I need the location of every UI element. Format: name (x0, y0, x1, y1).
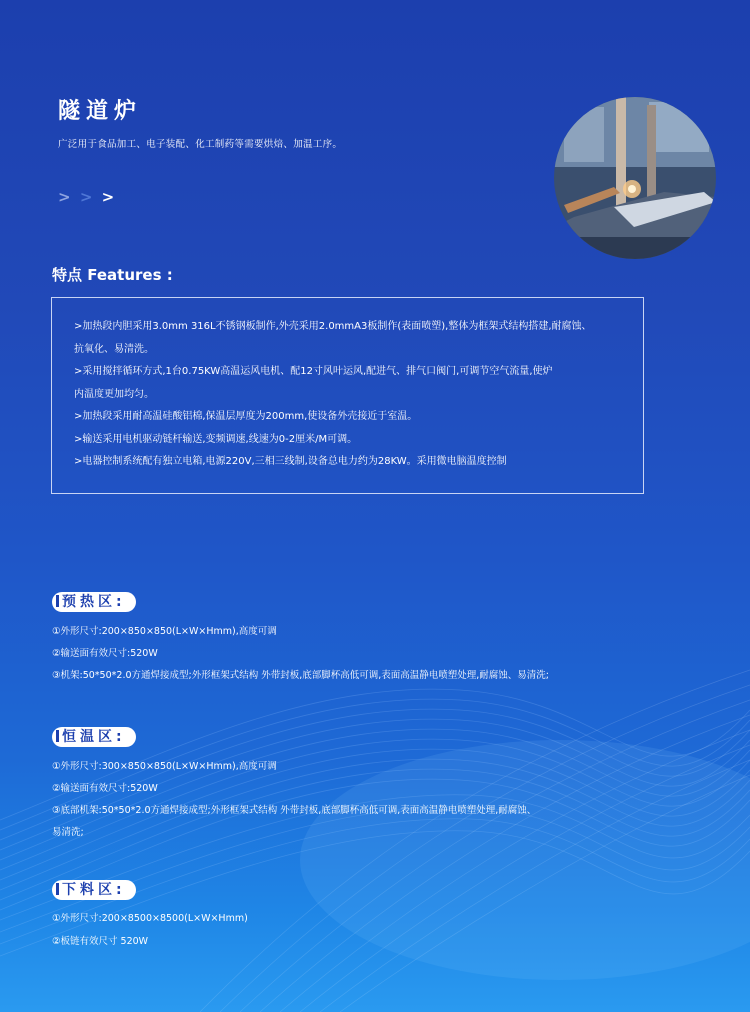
spec-item: ②输送面有效尺寸:520W (52, 783, 158, 794)
label-bar-icon (56, 730, 59, 742)
spec-item: ①外形尺寸:200×8500×8500(L×W×Hmm) (52, 913, 248, 924)
section-label-text: 预热区: (62, 594, 126, 610)
section-label-preheat (52, 592, 136, 612)
spec-item: ③底部机架:50*50*2.0方通焊接成型;外形框架式结构 外带封板,底部脚杯高低可调,表面高温静电喷塑处理,耐腐蚀、 (52, 805, 537, 816)
feature-line: 抗氧化、易清洗。 (74, 343, 154, 355)
features-heading: 特点 Features : (52, 266, 173, 284)
spec-item: ①外形尺寸:200×850×850(L×W×Hmm),高度可调 (52, 626, 277, 637)
spec-item: ①外形尺寸:300×850×850(L×W×Hmm),高度可调 (52, 761, 277, 772)
feature-line: >输送采用电机驱动链杆输送,变频调速,线速为0-2厘米/M可调。 (74, 433, 358, 445)
spec-item: 易清洗; (52, 827, 84, 838)
feature-line: >加热段采用耐高温硅酸铝棉,保温层厚度为200mm,使设备外壳接近于室温。 (74, 411, 418, 422)
section-label-constant-temp (52, 727, 136, 747)
feature-line: >采用搅拌循环方式,1台0.75KW高温运风电机、配12寸风叶运风,配进气、排气口阀门,可调节空气流量,使炉 (74, 366, 553, 377)
feature-line: 内温度更加均匀。 (74, 388, 154, 400)
chevron-right-icon: > (58, 188, 73, 206)
label-bar-icon (56, 883, 59, 895)
section-label-text: 恒温区: (62, 729, 126, 745)
chevron-right-icon: > (101, 188, 117, 206)
section-label-unloading (52, 880, 136, 900)
section-label-text: 下料区: (62, 882, 126, 898)
spec-item: ②输送面有效尺寸:520W (52, 648, 158, 659)
feature-line: >电器控制系统配有独立电箱,电源220V,三相三线制,设备总电力约为28KW。采用微电脑温度控制 (74, 456, 507, 467)
chevron-right-icon: > (79, 188, 95, 206)
decorative-arrows (58, 188, 116, 206)
features-box (51, 297, 644, 494)
page-title: 隧道炉 (58, 99, 143, 124)
page-subtitle: 广泛用于食品加工、电子装配、化工制药等需要烘焙、加温工序。 (58, 139, 343, 150)
spec-item: ③机架:50*50*2.0方通焊接成型;外形框架式结构 外带封板,底部脚杯高低可调,表面高温静电喷塑处理,耐腐蚀、易清洗; (52, 670, 549, 681)
feature-line: >加热段内胆采用3.0mm 316L不锈钢板制作,外壳采用2.0mmA3板制作(表面喷塑),整体为框架式结构搭建,耐腐蚀、 (74, 321, 592, 332)
spec-item: ②板链有效尺寸 520W (52, 936, 149, 947)
product-photo (554, 97, 716, 259)
label-bar-icon (56, 595, 59, 607)
